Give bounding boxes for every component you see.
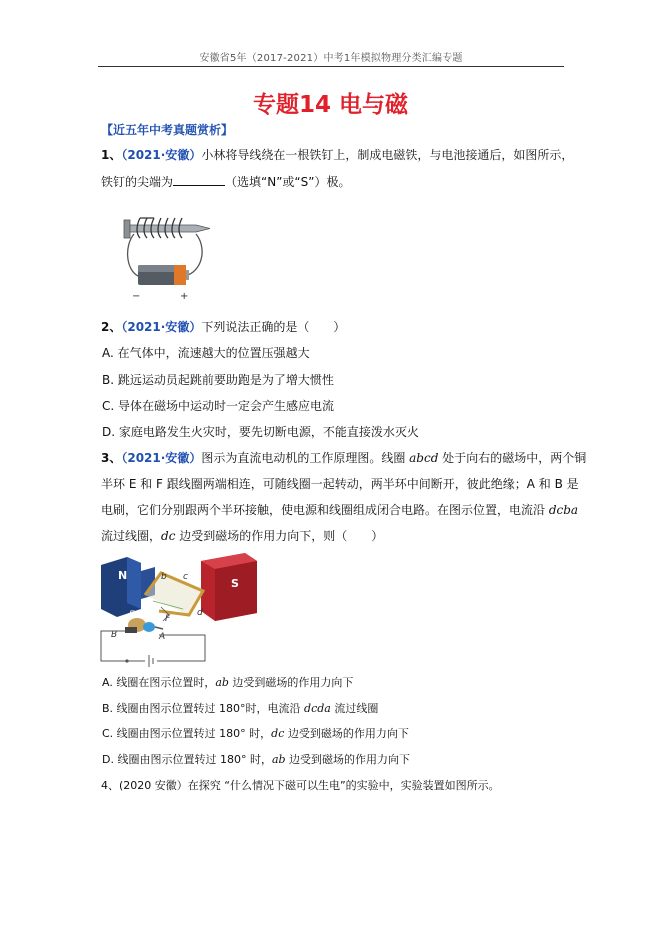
q2-text: 下列说法正确的是（ ） [201, 320, 346, 334]
q2-stem [101, 320, 345, 334]
q2-source: （2021·安徽） [121, 320, 202, 334]
battery-plus-label: + [180, 291, 189, 302]
brush-label-a: A [159, 632, 166, 642]
coil-label-a: a [145, 604, 151, 614]
q3-option-c-pre: C. 线圈由图示位置转过 180° 时， [102, 727, 272, 740]
q1-text-b: （选填“N”或“S”）极。 [225, 175, 351, 189]
q3-text-3a: 电刷，它们分别跟两个半环接触，使电源和线圈组成闭合电路。在图示位置，电流沿 [101, 503, 549, 517]
q3-option-c-post: 边受到磁场的作用力向下 [284, 727, 409, 740]
q3-number: 3、 [101, 451, 122, 465]
q3-var-dcba: dcba [548, 503, 579, 517]
q3-option-b[interactable] [102, 702, 378, 716]
q3-var-abcd: abcd [409, 451, 439, 465]
q3-line2: 半环 E 和 F 跟线圈两端相连，可随线圈一起转动，两半环中间断开，彼此绝缘；A 和 B 是 [101, 477, 579, 491]
q1-line1 [101, 148, 573, 162]
q3-text-4a: 流过线圈， [101, 529, 162, 543]
q1-text: 小林将导线绕在一根铁钉上，制成电磁铁，与电池接通后，如图所示， [201, 148, 574, 162]
electromagnet-figure [116, 206, 216, 304]
q3-option-d-pre: D. 线圈由图示位置转过 180° 时， [102, 753, 272, 766]
q1-text-a: 铁钉的尖端为 [101, 175, 174, 189]
q1-source: （2021·安徽） [121, 148, 202, 162]
q3-option-b-post: 流过线圈 [330, 702, 379, 715]
q3-option-b-pre: B. 线圈由图示位置转过 180°时，电流沿 [102, 702, 305, 715]
q3-source: （2021·安徽） [121, 451, 202, 465]
q2-number: 2、 [101, 320, 122, 334]
q3-option-a-post: 边受到磁场的作用力向下 [228, 676, 354, 689]
battery-minus-label: − [132, 291, 141, 302]
q3-line4 [101, 529, 383, 543]
page-title: 专题14 电与磁 [252, 92, 408, 118]
coil-label-d: d [197, 608, 203, 618]
q3-option-c-var: dc [271, 727, 285, 740]
q3-option-a-pre: A. 线圈在图示位置时， [102, 676, 216, 689]
q2-option-b[interactable]: B. 跳远运动员起跳前要助跑是为了增大惯性 [102, 373, 334, 387]
q3-option-d-post: 边受到磁场的作用力向下 [285, 753, 411, 766]
q3-option-a[interactable] [102, 676, 353, 690]
halfring-label-e: E [129, 610, 135, 620]
magnet-n-label: N [118, 569, 128, 582]
header-divider [98, 66, 564, 67]
brush-label-b: B [111, 630, 118, 640]
q1-line2 [101, 174, 350, 189]
q4-stem: 4、(2020 安徽）在探究 “什么情况下磁可以生电”的实验中，实验装置如图所示。 [101, 779, 500, 792]
q3-text-4c: 边受到磁场的作用力向下，则（ ） [175, 529, 384, 543]
q3-option-a-var: ab [215, 676, 229, 689]
coil-label-c: c [183, 572, 188, 582]
q3-option-c[interactable] [102, 727, 409, 741]
section-heading: 【近五年中考真题赏析】 [101, 123, 234, 137]
q3-text-1c: 处于向右的磁场中，两个铜 [438, 451, 587, 465]
q2-option-c[interactable]: C. 导体在磁场中运动时一定会产生感应电流 [102, 399, 335, 413]
magnet-s-label: S [231, 577, 239, 590]
q3-option-d-var: ab [271, 753, 286, 766]
q2-option-a[interactable]: A. 在气体中，流速越大的位置压强越大 [102, 346, 310, 360]
coil-label-b: b [161, 572, 167, 582]
page-header: 安徽省5年（2017-2021）中考1年模拟物理分类汇编专题 [199, 53, 463, 64]
q3-text-1a: 图示为直流电动机的工作原理图。线圈 [201, 451, 410, 465]
q3-line3 [101, 503, 578, 517]
q1-number: 1、 [101, 148, 122, 162]
q3-var-dc: dc [161, 529, 176, 543]
q1-answer-blank[interactable] [173, 174, 225, 186]
q3-line1 [101, 451, 586, 465]
halfring-label-f: F [165, 614, 171, 624]
q3-option-b-var: dcda [304, 702, 331, 715]
dc-motor-figure [97, 551, 261, 669]
q2-option-d[interactable]: D. 家庭电路发生火灾时，要先切断电源，不能直接泼水灭火 [102, 425, 419, 439]
q3-option-d[interactable] [102, 753, 410, 767]
